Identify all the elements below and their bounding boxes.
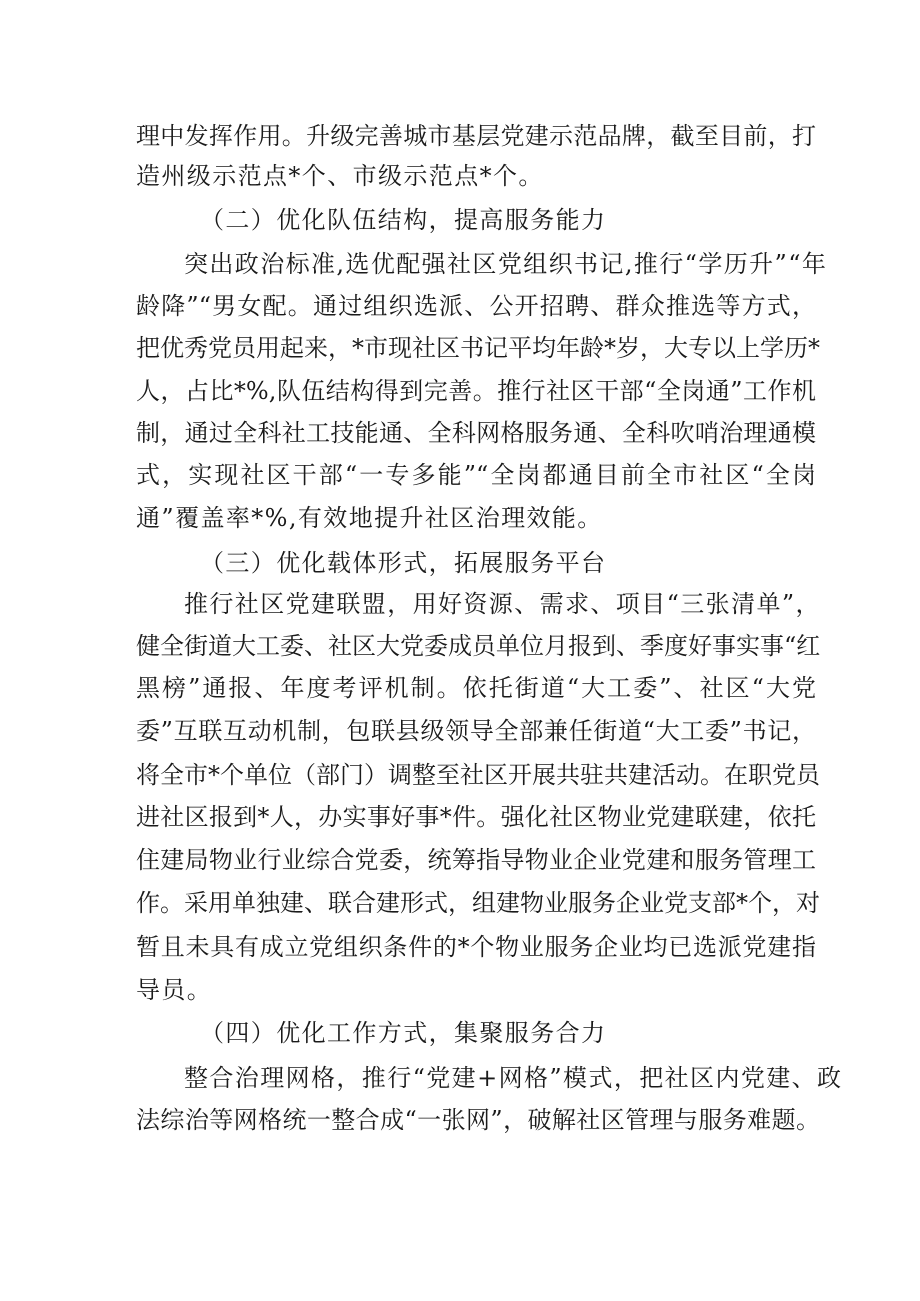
body-line: 委”互联互动机制，包联县级领导全部兼任街道“大工委”书记， [136, 717, 816, 745]
body-line: 龄降”“男女配。通过组织选派、公开招聘、群众推选等方式， [136, 292, 816, 320]
section-heading: （二）优化队伍结构，提高服务能力 [200, 206, 607, 234]
body-line: 黑榜”通报、年度考评机制。依托街道“大工委”、社区“大党 [136, 674, 816, 702]
body-line: 式，实现社区干部“一专多能”“全岗都通目前全市社区“全岗 [136, 461, 816, 489]
body-line: 人，占比*%,队伍结构得到完善。推行社区干部“全岗通”工作机 [136, 377, 816, 405]
body-line: 住建局物业行业综合党委，统筹指导物业企业党建和服务管理工 [136, 846, 816, 874]
body-line: 作。采用单独建、联合建形式，组建物业服务企业党支部*个，对 [136, 889, 820, 917]
body-line: 将全市*个单位（部门）调整至社区开展共驻共建活动。在职党员 [136, 761, 820, 789]
body-line: 导员。 [136, 976, 213, 1004]
body-line: 通”覆盖率*%,有效地提升社区治理效能。 [136, 504, 603, 532]
body-line: 把优秀党员用起来，*市现社区书记平均年龄*岁，大专以上学历* [136, 334, 820, 362]
body-line: 法综治等网格统一整合成“一张网”，破解社区管理与服务难题。 [136, 1106, 820, 1134]
body-line: 暂且未具有成立党组织条件的*个物业服务企业均已选派党建指 [136, 933, 816, 961]
section-heading: （三）优化载体形式，拓展服务平台 [200, 549, 607, 577]
section-heading: （四）优化工作方式，集聚服务合力 [200, 1019, 607, 1047]
body-line: 造州级示范点*个、市级示范点*个。 [136, 162, 544, 190]
body-line: 进社区报到*人，办实事好事*件。强化社区物业党建联建，依托 [136, 803, 816, 831]
body-line: 整合治理网格，推行“党建+网格”模式，把社区内党建、政 [184, 1064, 843, 1092]
body-line: 突出政治标准,选优配强社区党组织书记,推行“学历升”“年 [184, 250, 828, 278]
body-line: 健全街道大工委、社区大党委成员单位月报到、季度好事实事“红 [136, 632, 821, 660]
body-line: 理中发挥作用。升级完善城市基层党建示范品牌，截至目前，打 [136, 122, 816, 150]
body-line: 制，通过全科社工技能通、全科网格服务通、全科吹哨治理通模 [136, 419, 816, 447]
body-line: 推行社区党建联盟，用好资源、需求、项目“三张清单”， [184, 590, 821, 618]
